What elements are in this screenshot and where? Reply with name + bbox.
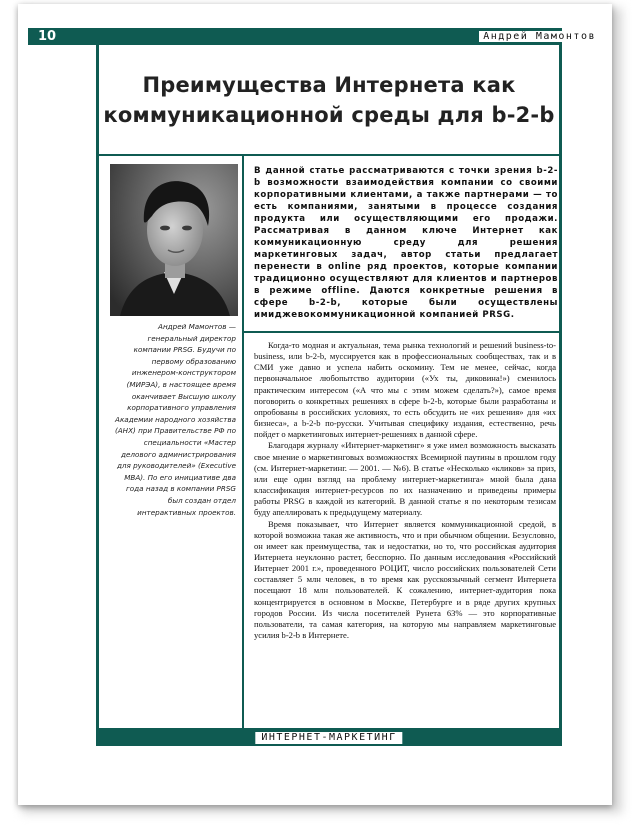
body-paragraph: Благодаря журналу «Интернет-маркетинг» я уже имел возможность высказать свое мнение о маркетинговых возможностях Всемирной паутины в прошлом году (см. Интернет-маркетинг. — 2001. — №6). В статье «Несколько «кликов» за приз, или еще один взгляд на проблему интернет-маркетинга» мной была дана классификация интернет-ресурсов по их назначению и приведены примеры работы PRSG в каждой из категорий. В данной статье я по некоторым тезисам буду апеллировать к предыдущему материалу. — [254, 440, 556, 518]
footer-section-label: ИНТЕРНЕТ-МАРКЕТИНГ — [255, 732, 402, 744]
article-lead: В данной статье рассматриваются с точки зрения b-2-b возможности взаимодействия компании со своими корпоративными клиентами, а также партнерами — то есть компаниями, занятыми в процессе создания продукта или осуществляющими его продажи. Рассматривая в данном ключе Интернет как коммуникационную среду для решения маркетинговых задач, автор статьи предлагает перенести в online ряд проектов, которые компании традиционно осуществляют для клиентов и партнеров в режиме offline. Даются конкретные решения в сфере b-2-b, которые были осуществлены имиджевокоммуникационной компанией PRSG. — [254, 166, 558, 320]
article-title — [99, 70, 559, 130]
header-author: Андрей Мамонтов — [479, 31, 600, 42]
body-paragraph: Время показывает, что Интернет является коммуникационной средой, в которой возможна такая же активность, что и при обычном общении. Безусловно, он имеет как преимущества, так и недостатки, но то, что российская аудитория Интернета неуклонно растет, бесспорно. По данным исследования «Российский Интернет 2001 г.», проведенного РОЦИТ, число российских пользователей Сети составляет 5 млн человек, в то время как русскоязычный сегмент Интернета посещают 18 млн пользователей. К сожалению, интернет-аудитория пока концентрируется в основном в Москве, Петербурге и в ряде других крупных городов России. Из числа посетителей Рунета 63% — это корпоративные пользователи, та самая категория, на которую мы направляем маркетинговые усилия b-2-b в Интернете. — [254, 518, 556, 641]
title-line-2: коммуникационной среды для b-2-b — [103, 103, 555, 127]
magazine-page — [18, 4, 612, 805]
lead-divider — [244, 331, 562, 333]
page-number: 10 — [37, 29, 57, 44]
title-divider — [96, 154, 562, 156]
body-paragraph: Когда-то модная и актуальная, тема рынка технологий и решений business-to-business, или b-2-b, муссируется как в профессиональных сообществах, так и в СМИ уже давно и успела набить оскомину. Тем не менее, сейчас, когда первоначальное любопытство аудитории («Ух ты, диковина!») сменилось практическим интересом («А что мы с этим можем сделать?»), самое время поговорить о конкретных решениях в сфере b-2-b, которые были разработаны и опробованы в российских условиях, то есть обсудить не «их решения» для «их бизнеса», а b-2-b по-русски. Учитывая специфику издания, естественно, речь пойдет о маркетинговых интернет-решениях в данной сфере. — [254, 340, 556, 440]
column-divider — [242, 154, 244, 730]
title-line-1: Преимущества Интернета как — [142, 73, 516, 97]
author-photo — [110, 164, 238, 316]
footer-bar — [96, 730, 562, 746]
article-body — [254, 340, 556, 641]
author-caption: Андрей Мамонтов — генеральный директор компании PRSG. Будучи по первому образованию инженером-конструктором (МИРЭА), в настоящее время оканчивает Высшую школу корпоративного управления Академии народного хозяйства (АНХ) при Правительстве РФ по специальности «Мастер делового администрирования для руководителей» (Executive MBA). По его инициативе два года назад в компании PRSG был создан отдел интерактивных проектов. — [114, 322, 236, 517]
